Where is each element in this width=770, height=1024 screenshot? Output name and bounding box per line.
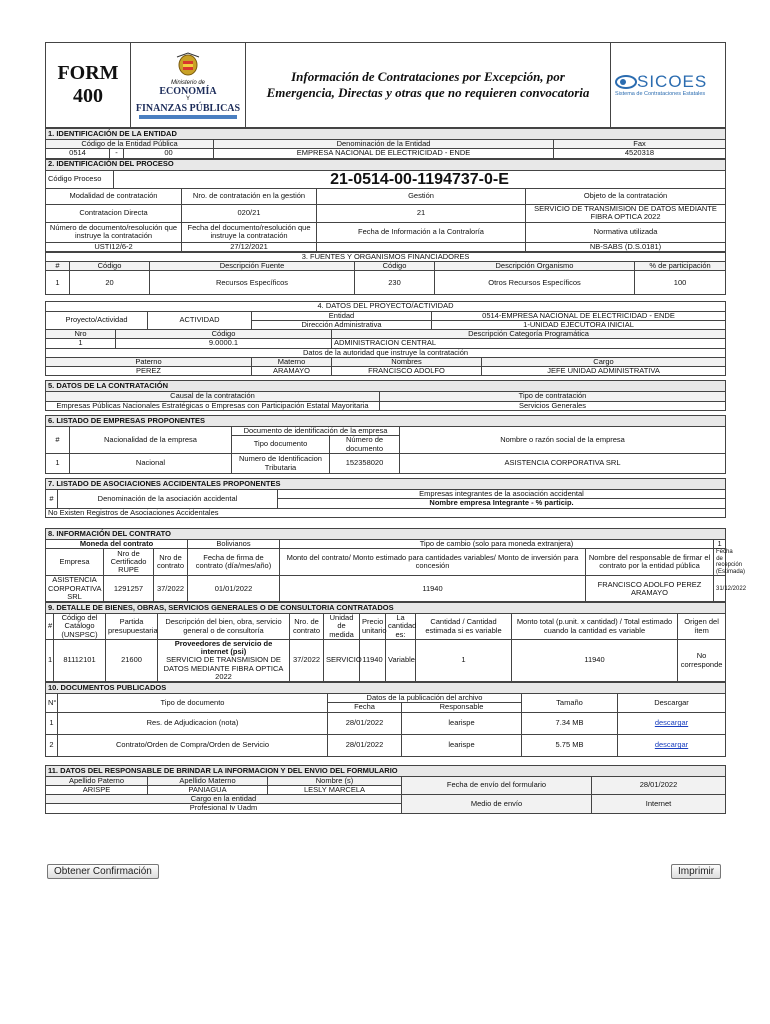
fecha-envio-label: Fecha de envío del formulario (402, 776, 592, 795)
s3-col-codigo: Código (70, 262, 150, 271)
form-number: 400 (73, 85, 103, 107)
s3-organismo: Otros Recursos Específicos (435, 271, 635, 295)
form-number-box (46, 43, 131, 128)
section-6-title: 6. LISTADO DE EMPRESAS PROPONENTES (46, 415, 726, 426)
section-7-asociaciones (45, 478, 726, 518)
causal-value: Empresas Públicas Nacionales Estratégicas o Empresas con Participación Estatal Mayoritaria (46, 401, 380, 410)
s10-tamano: 7.34 MB (522, 712, 618, 734)
s10-col-responsable: Responsable (402, 703, 522, 712)
codigo-entidad-b: 00 (124, 149, 214, 158)
cargo-label: Cargo en la entidad (46, 795, 402, 804)
nombres-value: FRANCISCO ADOLFO (332, 367, 482, 376)
section-5-title: 5. DATOS DE LA CONTRATACIÓN (46, 381, 726, 392)
sicoes-name: SICOES (637, 71, 708, 91)
paterno-value: PEREZ (46, 367, 252, 376)
medio-envio-label: Medio de envío (402, 795, 592, 814)
s9-desc-bold: Proveedores de servicio de internet (psi) (174, 638, 273, 657)
col-normativa: Normativa utilizada (526, 222, 726, 242)
s11-paterno: ARISPE (46, 785, 148, 794)
s10-tamano: 5.75 MB (522, 734, 618, 756)
s10-fecha: 28/01/2022 (328, 734, 402, 756)
s8-col-monto: Monto del contrato/ Monto estimado para cantidades variables/ Monto de inversión para concesión (280, 549, 586, 576)
codigo-proceso-value: 21-0514-00-1194737-0-E (114, 170, 726, 189)
s6-nombre: ASISTENCIA CORPORATIVA SRL (400, 454, 726, 474)
s6-col-docid: Documento de identificación de la empresa (232, 426, 400, 435)
section-5-contratacion (45, 380, 726, 411)
s7-col-integrantes: Empresas integrantes de la asociación accidental (278, 490, 726, 499)
section-2-title: 2. IDENTIFICACIÓN DEL PROCESO (46, 159, 726, 170)
s9-col-cantidad-es: La cantidad es: (386, 614, 416, 640)
s3-col-participacion: % de participación (635, 262, 726, 271)
s11-nombres: LESLY MARCELA (268, 785, 402, 794)
s9-col-total: Monto total (p.unit. x cantidad) / Total estimado cuando la cantidad es variable (512, 614, 678, 640)
table-row (46, 576, 726, 602)
s8-col-empresa: Empresa (46, 549, 104, 576)
form-title (246, 43, 611, 128)
s10-descargar-cell (618, 734, 726, 756)
table-row (46, 454, 726, 474)
section-7-title: 7. LISTADO DE ASOCIACIONES ACCIDENTALES PROPONENTES (46, 479, 726, 490)
col-causal: Causal de la contratación (46, 392, 380, 401)
s9-precio: 11940 (360, 639, 386, 681)
s9-col-desc: Descripción del bien, obra, servicio general o de consultoría (158, 614, 290, 640)
obtener-confirmacion-button[interactable]: Obtener Confirmación (47, 864, 159, 879)
col-codigo-entidad: Código de la Entidad Pública (46, 140, 214, 149)
s9-total: 11940 (512, 639, 678, 681)
s3-num: 1 (46, 271, 70, 295)
materno-value: ARAMAYO (252, 367, 332, 376)
table-row (46, 639, 726, 681)
form-label: FORM (57, 62, 119, 84)
gestion-value: 21 (317, 205, 526, 223)
s7-empty-message: No Existen Registros de Asociaciones Accidentales (46, 508, 726, 517)
s7-col-denominacion: Denominación de la asociación accidental (58, 490, 278, 509)
actividad-value: ACTIVIDAD (148, 311, 252, 330)
col-nro-contratacion: Nro. de contratación en la gestión (182, 189, 317, 205)
s4-nro: 1 (46, 339, 116, 348)
entidad-label: Entidad (252, 311, 432, 320)
s4-desc: ADMINISTRACION CENTRAL (332, 339, 726, 348)
section-1-title: 1. IDENTIFICACIÓN DE LA ENTIDAD (46, 129, 726, 140)
normativa-value: NB-SABS (D.S.0181) (526, 242, 726, 251)
title-line-1: Información de Contrataciones por Excepción, por (291, 69, 565, 85)
s9-col-catalogo: Código del Catálogo (UNSPSC) (54, 614, 106, 640)
tipo-cambio-value: 1 (714, 539, 726, 548)
s9-col-precio: Precio unitario (360, 614, 386, 640)
s11-col-nombres: Nombre (s) (268, 776, 402, 785)
s9-col-origen: Origen del ítem (678, 614, 726, 640)
section-9-detalle (45, 602, 726, 682)
cargo-value: Profesional Iv Uadm (46, 804, 402, 813)
sicoes-tagline: Sistema de Contrataciones Estatales (615, 91, 706, 98)
form-page (45, 42, 747, 814)
section-8-contrato (45, 528, 747, 602)
moneda-label: Moneda del contrato (46, 539, 188, 548)
table-row (46, 734, 726, 756)
section-6-empresas (45, 415, 726, 474)
ministry-logo (131, 43, 246, 128)
s6-nacionalidad: Nacional (70, 454, 232, 474)
s3-codigo: 20 (70, 271, 150, 295)
fechadoc-value: 27/12/2021 (182, 242, 317, 251)
s8-nrocontrato: 37/2022 (154, 576, 188, 602)
s6-tipodoc: Numero de Identificacion Tributaria (232, 454, 330, 474)
objeto-value: SERVICIO DE TRANSMISION DE DATOS MEDIANTE FIBRA OPTICA 2022 (526, 205, 726, 223)
col-fax: Fax (554, 140, 726, 149)
s7-col-num: # (46, 490, 58, 509)
s9-desc: SERVICIO DE TRANSMISION DE DATOS MEDIANTE FIBRA OPTICA 2022 (163, 655, 284, 681)
s3-col-organismo: Descripción Organismo (435, 262, 635, 271)
s9-col-cantidad: Cantidad / Cantidad estimada si es variable (416, 614, 512, 640)
s3-fuente: Recursos Específicos (150, 271, 355, 295)
ministry-y: Y (185, 96, 190, 103)
s8-col-responsable: Nombre del responsable de firmar el contrato por la entidad pública (586, 549, 714, 576)
direccion-value: 1-UNIDAD EJECUTORA INICIAL (432, 320, 726, 329)
s10-descargar-cell (618, 712, 726, 734)
fax-value: 4520318 (554, 149, 726, 158)
section-3-fuentes (45, 252, 726, 296)
codigo-entidad-a: 0514 (46, 149, 110, 158)
s11-materno: PANIAGUA (148, 785, 268, 794)
s8-col-certificado: Nro de Certificado RUPE (104, 549, 154, 576)
col-cargo: Cargo (482, 357, 726, 366)
s8-col-recepcion: Fecha de recepción (Estimada) (714, 549, 726, 576)
download-link[interactable]: descargar (654, 718, 689, 728)
nro-contratacion-value: 020/21 (182, 205, 317, 223)
s9-col-num: # (46, 614, 54, 640)
col-objeto: Objeto de la contratación (526, 189, 726, 205)
s11-col-paterno: Apellido Paterno (46, 776, 148, 785)
ministry-economia: ECONOMÍA (159, 86, 217, 98)
col-materno: Materno (252, 357, 332, 366)
s8-responsable: FRANCISCO ADOLFO PEREZ ARAMAYO (586, 576, 714, 602)
s9-origen: No corresponde (678, 639, 726, 681)
s9-nrocontrato: 37/2022 (290, 639, 324, 681)
s9-partida: 21600 (106, 639, 158, 681)
section-9-title: 9. DETALLE DE BIENES, OBRAS, SERVICIOS GENERALES O DE CONSULTORIA CONTRATADOS (46, 603, 726, 614)
section-1-entidad (45, 128, 726, 159)
s8-certificado: 1291257 (104, 576, 154, 602)
s9-col-partida: Partida presupuestaria (106, 614, 158, 640)
autoridad-title: Datos de la autoridad que instruye la contratación (46, 348, 726, 357)
col-gestion: Gestión (317, 189, 526, 205)
s9-num: 1 (46, 639, 54, 681)
s8-fechafirma: 01/01/2022 (188, 576, 280, 602)
s8-empresa: ASISTENCIA CORPORATIVA SRL (46, 576, 104, 602)
denominacion-value: EMPRESA NACIONAL DE ELECTRICIDAD - ENDE (214, 149, 554, 158)
s10-responsable: learispe (402, 734, 522, 756)
section-11-responsable (45, 765, 726, 814)
s10-col-tamano: Tamaño (522, 694, 618, 713)
col-fechadoc: Fecha del documento/resolución que instruye la contratación (182, 222, 317, 242)
col-paterno: Paterno (46, 357, 252, 366)
form-header (45, 42, 726, 128)
fechainfo-value (317, 242, 526, 251)
tipo-contratacion-value: Servicios Generales (380, 401, 726, 410)
entidad-value: 0514-EMPRESA NACIONAL DE ELECTRICIDAD - ENDE (432, 311, 726, 320)
s10-num: 2 (46, 734, 58, 756)
s10-col-fecha: Fecha (328, 703, 402, 712)
s10-tipo: Contrato/Orden de Compra/Orden de Servicio (58, 734, 328, 756)
proyecto-label: Proyecto/Actividad (46, 311, 148, 330)
s8-recepcion: 31/12/2022 (714, 576, 726, 602)
s11-col-materno: Apellido Materno (148, 776, 268, 785)
s3-codigo-org: 230 (355, 271, 435, 295)
s10-num: 1 (46, 712, 58, 734)
s9-col-nrocontrato: Nro. de contrato (290, 614, 324, 640)
s3-col-fuente: Descripción Fuente (150, 262, 355, 271)
s6-col-numdoc: Número de documento (330, 436, 400, 454)
s9-col-unidad: Unidad de medida (324, 614, 360, 640)
s10-col-descargar: Descargar (618, 694, 726, 713)
section-10-documentos (45, 682, 726, 757)
col-fechainfo: Fecha de Información a la Contraloría (317, 222, 526, 242)
s10-tipo: Res. de Adjudicacion (nota) (58, 712, 328, 734)
section-3-title: 3. FUENTES Y ORGANISMOS FINANCIADORES (46, 252, 726, 261)
s7-col-nombre: Nombre empresa Integrante - % particip. (278, 499, 726, 508)
section-2-proceso (45, 159, 726, 252)
s9-cantidad: 1 (416, 639, 512, 681)
s6-numdoc: 152358020 (330, 454, 400, 474)
s6-col-nacionalidad: Nacionalidad de la empresa (70, 426, 232, 453)
s3-col-codigo-org: Código (355, 262, 435, 271)
direccion-label: Dirección Administrativa (252, 320, 432, 329)
s10-fecha: 28/01/2022 (328, 712, 402, 734)
col-denominacion: Denominación de la Entidad (214, 140, 554, 149)
s4-col-codigo: Código (116, 330, 332, 339)
s9-desc-cell (158, 639, 290, 681)
title-line-2: Emergencia, Directas y otras que no requieren convocatoria (266, 85, 590, 100)
sicoes-logo (611, 43, 726, 128)
s9-cantidad-es: Variable (386, 639, 416, 681)
ministry-finanzas: FINANZAS PÚBLICAS (135, 102, 241, 114)
s9-catalogo: 81112101 (54, 639, 106, 681)
imprimir-button[interactable]: Imprimir (671, 864, 721, 879)
s6-num: 1 (46, 454, 70, 474)
section-4-proyecto (45, 301, 726, 376)
table-row (46, 271, 726, 295)
codigo-proceso-label: Código Proceso (46, 170, 114, 189)
medio-envio-value: Internet (592, 795, 726, 814)
ministry-stripe (139, 115, 237, 119)
col-numdoc: Número de documento/resolución que instruye la contratación (46, 222, 182, 242)
section-4-title: 4. DATOS DEL PROYECTO/ACTIVIDAD (46, 302, 726, 311)
s6-col-num: # (46, 426, 70, 453)
download-link[interactable]: descargar (654, 740, 689, 750)
section-10-title: 10. DOCUMENTOS PUBLICADOS (46, 683, 726, 694)
s8-col-fechafirma: Fecha de firma de contrato (día/mes/año) (188, 549, 280, 576)
s10-col-tipo: Tipo de documento (58, 694, 328, 713)
s10-col-datos: Datos de la publicación del archivo (328, 694, 522, 703)
s8-col-nrocontrato: Nro de contrato (154, 549, 188, 576)
s8-monto: 11940 (280, 576, 586, 602)
s3-col-num: # (46, 262, 70, 271)
s4-codigo: 9.0000.1 (116, 339, 332, 348)
section-8-title: 8. INFORMACIÓN DEL CONTRATO (46, 528, 726, 539)
s4-col-nro: Nro (46, 330, 116, 339)
section-11-title: 11. DATOS DEL RESPONSABLE DE BRINDAR LA INFORMACION Y DEL ENVIO DEL FORMULARIO (46, 765, 726, 776)
col-modalidad: Modalidad de contratación (46, 189, 182, 205)
numdoc-value: USTI12/6-2 (46, 242, 182, 251)
fecha-envio-value: 28/01/2022 (592, 776, 726, 795)
s4-col-desc: Descripción Categoría Programática (332, 330, 726, 339)
moneda-value: Bolivianos (188, 539, 280, 548)
sicoes-emblem-icon (615, 74, 637, 90)
s6-col-nombre: Nombre o razón social de la empresa (400, 426, 726, 453)
col-tipo-contratacion: Tipo de contratación (380, 392, 726, 401)
cargo-value: JEFE UNIDAD ADMINISTRATIVA (482, 367, 726, 376)
tipo-cambio-label: Tipo de cambio (solo para moneda extranjera) (280, 539, 714, 548)
table-row (46, 712, 726, 734)
s10-col-num: N° (46, 694, 58, 713)
s10-responsable: learispe (402, 712, 522, 734)
ministry-small-text: Ministerio de (170, 79, 205, 86)
col-nombres: Nombres (332, 357, 482, 366)
modalidad-value: Contratacion Directa (46, 205, 182, 223)
coat-of-arms-icon (173, 51, 203, 77)
s3-participacion: 100 (635, 271, 726, 295)
s6-col-tipodoc: Tipo documento (232, 436, 330, 454)
s9-unidad: SERVICIO (324, 639, 360, 681)
codigo-separator: - (110, 149, 124, 158)
